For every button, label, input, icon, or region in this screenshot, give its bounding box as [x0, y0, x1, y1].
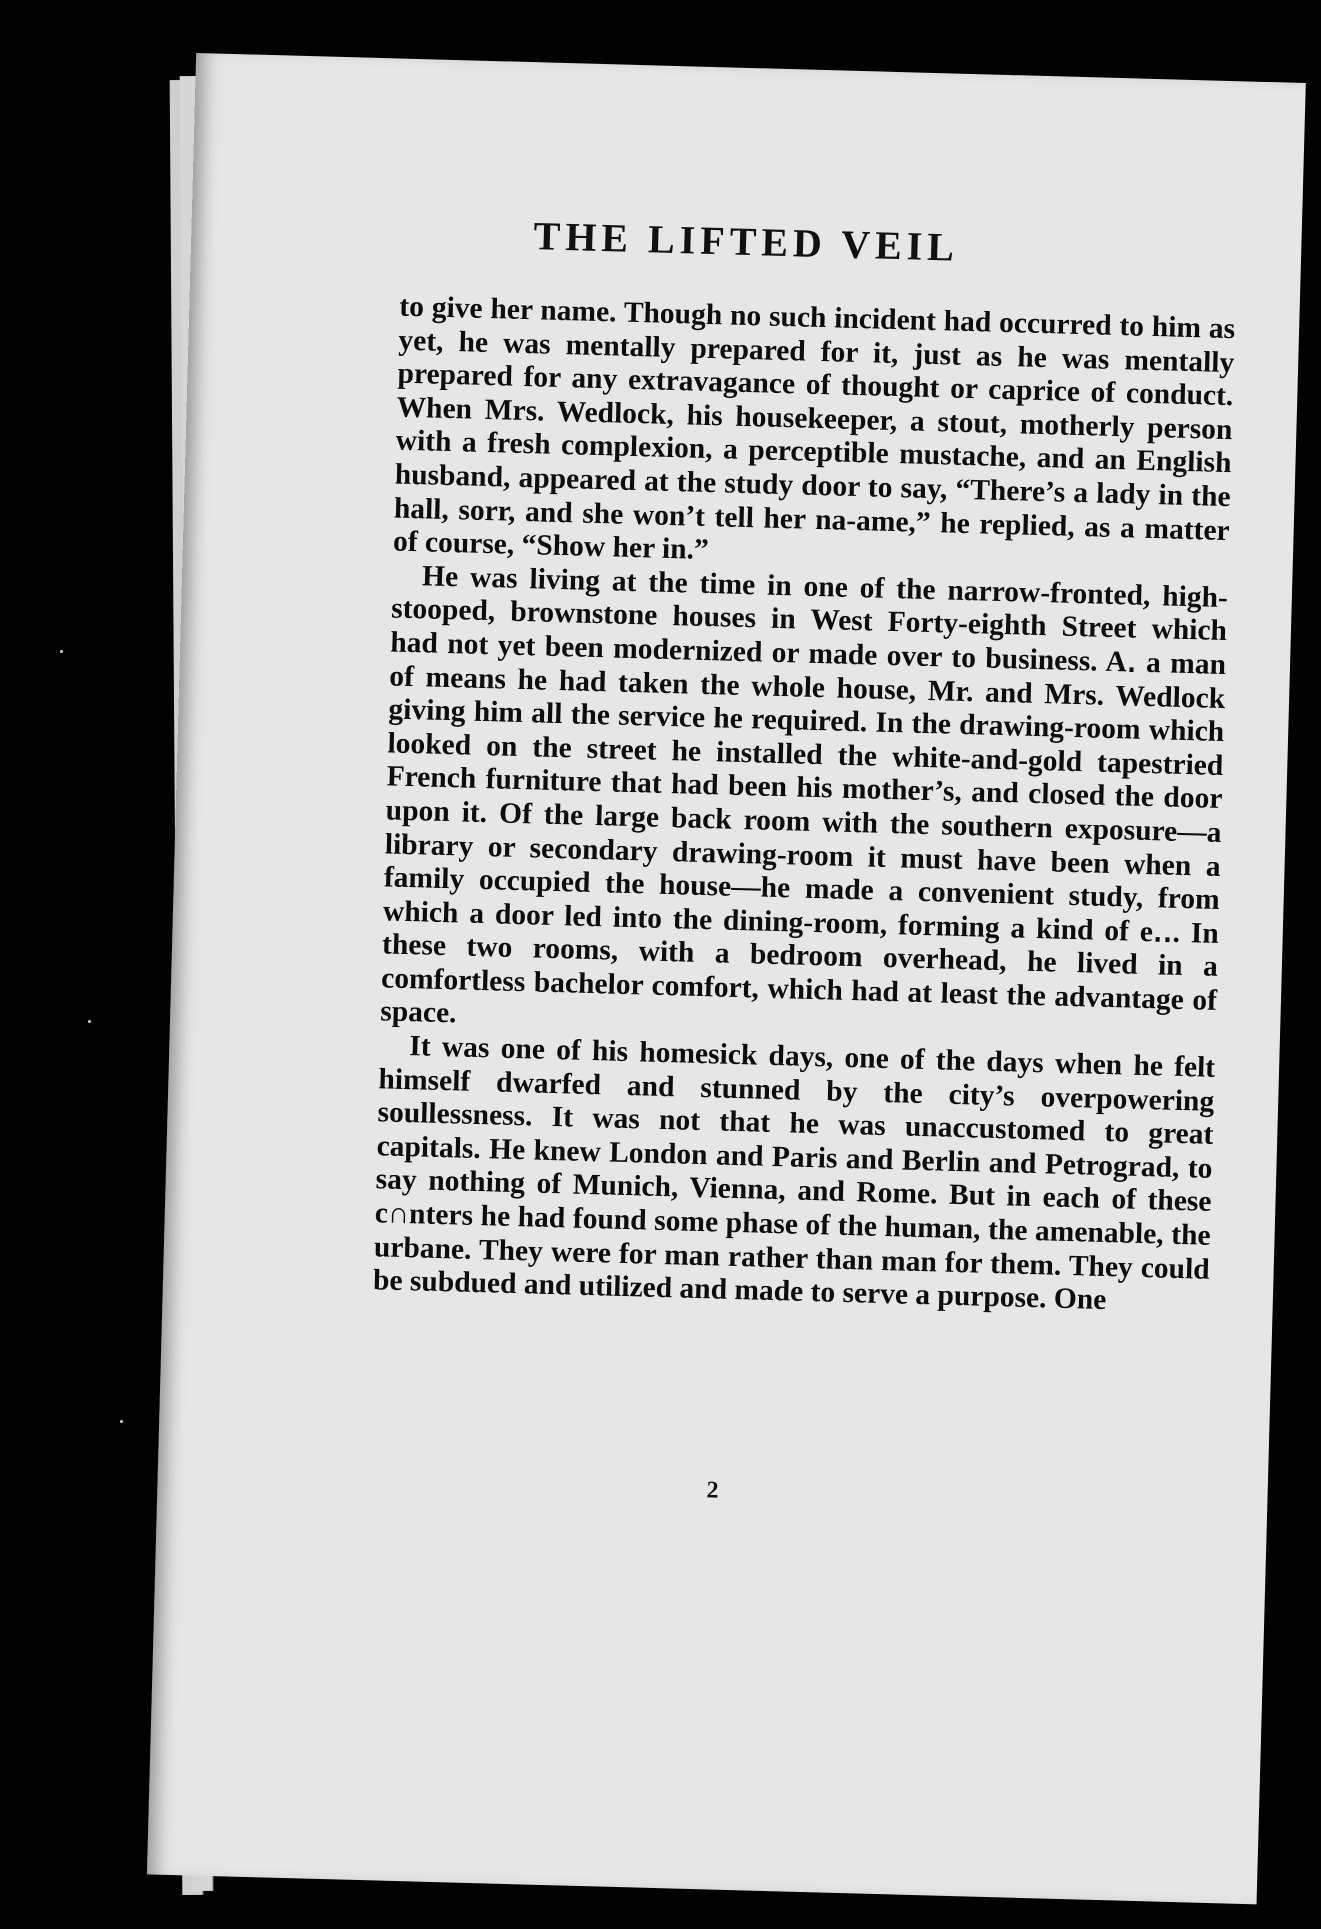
page-number: 2	[706, 1477, 719, 1504]
body-text	[373, 291, 1236, 1321]
paragraph: He was living at the time in one of the narrow-fronted, high-stooped, brownstone houses in West Forty-eighth Street which had not yet been modernized or made over to business. A․ a man of means he had taken the whole house, Mr. and Mrs. Wedlock giving him all the service he required. In the drawing-room which looked on the street he installed the white-and-gold tapestried French furniture that had been his mother’s, and closed the door upon it. Of the large back room with the southern exposure—a library or secondary drawing-room it must have been when a family occupied the house—he made a convenient study, from which a door led into the dining-room, forming a kind of e‥. In these two rooms, with a bedroom overhead, he lived in a comfortless bachelor comfort, which had at least the advantage of space.	[379, 560, 1229, 1030]
dust-speck	[60, 650, 63, 653]
running-head: THE LIFTED VEIL	[533, 213, 960, 270]
book-page	[147, 53, 1306, 1904]
dust-speck	[120, 1420, 123, 1423]
paragraph: to give her name. Though no such incident had occurred to him as yet, he was mentally prepared for it, just as he was mentally prepared for any extravagance of thought or caprice of conduct. When Mrs. Wedlock, his housekeeper, a stout, motherly person with a fresh complexion, a perceptible mustache, and an English husband, appeared at the study door to say, “There’s a lady in the hall, sorr, and she won’t tell her na-ame,” he replied, as a matter of course, “Show her in.”	[392, 290, 1236, 567]
dust-speck	[88, 1020, 91, 1023]
paragraph: It was one of his homesick days, one of the days when he felt himself dwarfed and stunned by the city’s overpowering soullessness. It was not that he was unaccustomed to great capitals. He knew London and Paris and Berlin and Petrograd, to say nothing of Munich, Vienna, and Rome. But in each of these c∩nters he had found some phase of the human, the amenable, the urbane. They were for man rather than man for them. They could be subdued and utilized and made to serve a purpose. One	[372, 1030, 1216, 1317]
